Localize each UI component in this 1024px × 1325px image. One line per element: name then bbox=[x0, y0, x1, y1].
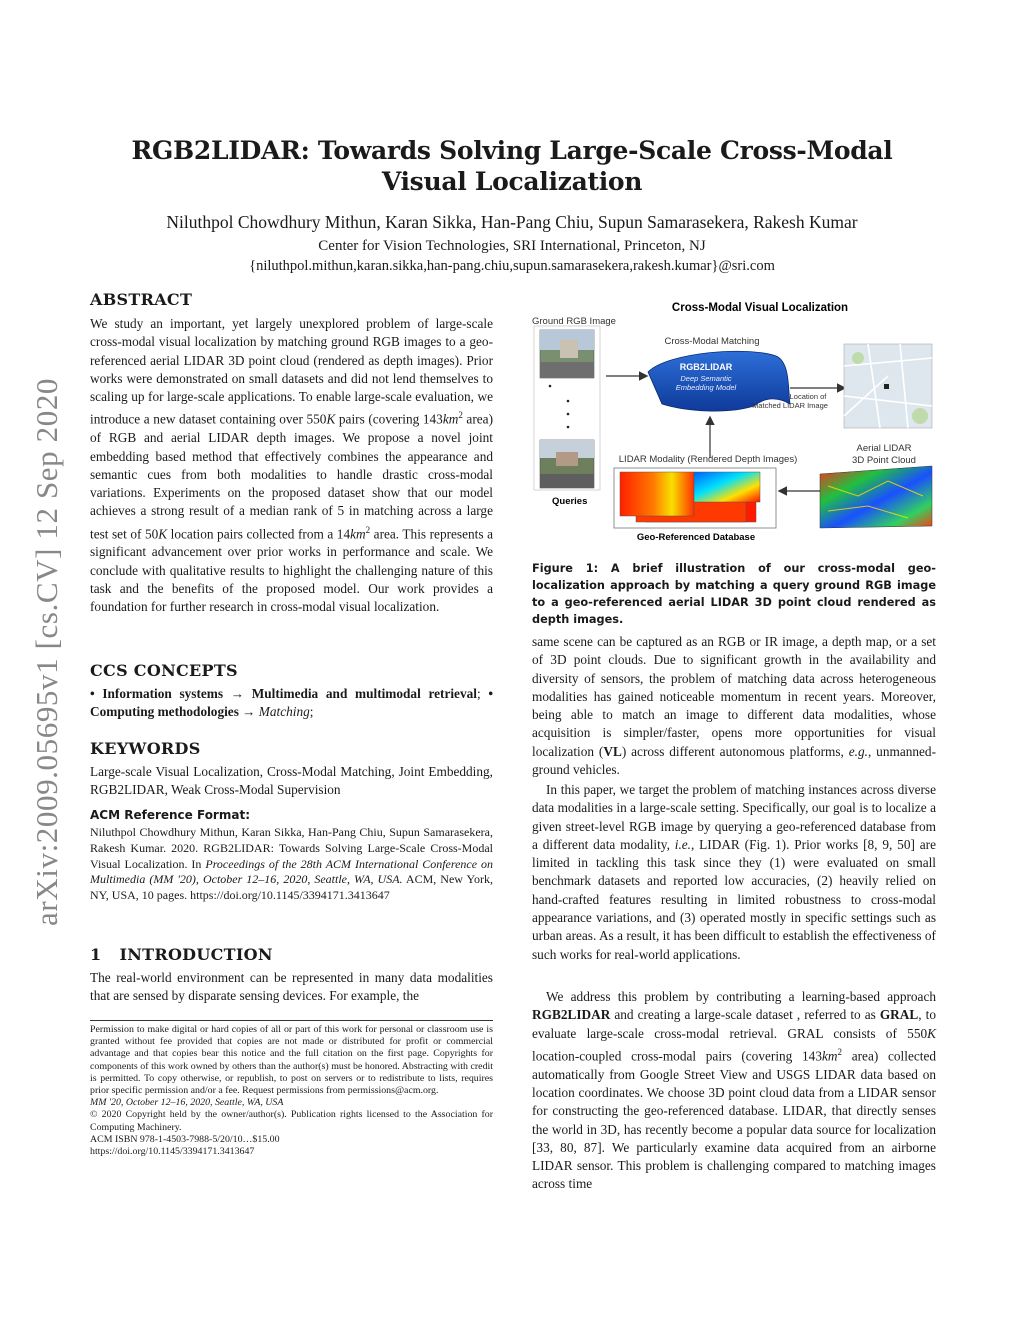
intro-p3-b: and creating a large-scale dataset , referred to as bbox=[610, 1007, 880, 1023]
intro-number: 1 bbox=[90, 945, 102, 964]
abstract-k2: K bbox=[158, 526, 168, 542]
abstract-text-d: location pairs collected from a 14 bbox=[167, 526, 351, 542]
intro-p1-b: ) across different autonomous platforms, bbox=[621, 743, 849, 759]
intro-p3-sup: 2 bbox=[837, 1046, 842, 1057]
cross-modal-matching-label: Cross-Modal Matching bbox=[664, 336, 760, 347]
intro-p1-vl: VL bbox=[603, 743, 622, 759]
abstract-text-e: area. This represents a significant advancement over prior works in performance and scale. We conclude with qualitative results to highlight the challenging nature of this task and the benefits of the proposed model. Our work provides a foundation for further research in cross-modal visual localization. bbox=[90, 526, 493, 615]
intro-p1-a: same scene can be captured as an RGB or IR image, a depth map, or a set of 3D point clouds. Due to significant growth in the availability and diversity of sensors, the problem of matching data across heterogeneous modalities has gained noticeable momentum in recent years. Moreover, being able to match an image to different data modalities, whose acquisition is simpler/faster, opens more opportunities for visual localization ( bbox=[532, 634, 936, 759]
location-label-1: Location of bbox=[789, 392, 827, 401]
copyright-line: © 2020 Copyright held by the owner/author(s). Publication rights licensed to the Association for Computing Machinery. bbox=[90, 1109, 493, 1133]
title-line-1: RGB2LIDAR: Towards Solving Large-Scale Cross-Modal bbox=[131, 136, 893, 165]
acm-ref-text-a: Niluthpol Chowdhury Mithun, Karan Sikka, Han-Pang Chiu, Supun Samarasekera, Rakesh Kumar. 2020. RGB2LIDAR: Towards Solving Large-Scale Cross-Modal Visual Localization. In bbox=[90, 825, 493, 871]
author-emails: {niluthpol.mithun,karan.sikka,han-pang.chiu,supun.samarasekera,rakesh.kumar}@sri.com bbox=[249, 258, 775, 274]
map-park bbox=[852, 352, 864, 364]
abstract-text bbox=[90, 315, 493, 617]
arxiv-stamp-text: arXiv:2009.05695v1 [cs.CV] 12 Sep 2020 bbox=[29, 377, 64, 927]
intro-p2-a: In this paper, we target the problem of matching instances across diverse data modalities in a large-scale setting. Specifically, our goal is to localize a given street-level RGB image by querying a geo-referenced database from a different data modality, bbox=[532, 782, 936, 852]
ccs-bullet-2-italic: Matching bbox=[255, 704, 310, 720]
abstract-text-c: area) of RGB and aerial LIDAR depth images. We propose a novel joint embedding based method that effectively combines the appearance and semantic cues from both modalities to handle drastic cross-modal variations. Experiments on the proposed dataset show that our model achieves a strong result of a median rank of 5 in matching across a large test set of 50 bbox=[90, 411, 493, 542]
intro-p2-b: , LIDAR (Fig. 1). Prior works [8, 9, 50] are limited in tackling this task since they (1) were evaluated on small benchmark datasets and reported low accuracies, (2) heavily relied on hand-crafted features resulting in limited robustness to cross-modal appearance variations, and (3) operated mostly in specific settings such as urban areas. As a result, it has been difficult to establish the effectiveness of such works for real-world applications. bbox=[532, 836, 936, 962]
depth-image-right bbox=[694, 472, 760, 502]
queries-label: Queries bbox=[552, 496, 588, 507]
aerial-lidar-label-1: Aerial LIDAR bbox=[856, 443, 912, 454]
intro-p1-c: , unmanned-ground vehicles. bbox=[532, 743, 936, 778]
keywords-heading: KEYWORDS bbox=[90, 739, 201, 758]
map-location-marker bbox=[884, 384, 889, 389]
intro-title: INTRODUCTION bbox=[119, 945, 273, 964]
aerial-point-cloud bbox=[820, 466, 932, 528]
copyright-footnote bbox=[90, 1024, 493, 1158]
query-image-bottom-house bbox=[556, 452, 578, 466]
abstract-heading: ABSTRACT bbox=[90, 290, 193, 309]
depth-image-front bbox=[620, 472, 694, 516]
intro-p3-e: area) collected automatically from Google Street View and USGS LIDAR data based on location coordinates. We choose 3D point cloud data from a LIDAR sensor for constructing the geo-referenced database. LIDAR, that directly senses the world in 3D, has recently become a popular data source for localization [33, 80, 87]. We particularly examine data acquired from an airborne LIDAR sensor. This problem is challenging compared to matching images across time bbox=[532, 1048, 936, 1192]
intro-heading bbox=[90, 945, 493, 964]
conference-line: MM '20, October 12–16, 2020, Seattle, WA, USA bbox=[90, 1097, 284, 1109]
ccs-bullet-2: • Computing methodologies → bbox=[90, 686, 493, 720]
title-line-2: Visual Localization bbox=[381, 167, 643, 196]
lidar-modality-label: LIDAR Modality (Rendered Depth Images) bbox=[618, 454, 798, 465]
affiliation: Center for Vision Technologies, SRI International, Princeton, NJ bbox=[318, 238, 706, 254]
intro-p3-c: , to evaluate large-scale cross-modal retrieval. GRAL consists of 550 bbox=[532, 1007, 936, 1041]
intro-paragraph-1 bbox=[532, 633, 936, 779]
acm-ref-text-b: ACM, New York, NY, USA, 10 pages. https://doi.org/10.1145/3394171.3413647 bbox=[90, 872, 493, 903]
footnote-divider bbox=[90, 1020, 493, 1021]
doi-line: https://doi.org/10.1145/3394171.3413647 bbox=[90, 1146, 255, 1158]
query-image-top-road bbox=[540, 362, 594, 378]
abstract-k1: K bbox=[326, 411, 336, 427]
abstract-km2: km bbox=[350, 526, 366, 542]
model-subtitle-1: Deep Semantic bbox=[680, 374, 732, 383]
ccs-bullet-1: • Information systems → Multimedia and multimodal retrieval bbox=[90, 686, 477, 701]
ccs-concepts bbox=[90, 685, 493, 722]
query-image-top-house bbox=[560, 340, 578, 358]
intro-paragraph-2 bbox=[532, 781, 936, 964]
permission-notice: Permission to make digital or hard copies of all or part of this work for personal or classroom use is granted without fee provided that copies are not made or distributed for profit or commercial advantage and that copies bear this notice and the full citation on the first page. Copyrights for components of this work owned by others than the author(s) must be honored. Abstracting with credit is permitted. To copy otherwise, or republish, to post on servers or to redistribute to lists, requires prior specific permission and/or a fee. Request permissions from permissions@acm.org. bbox=[90, 1024, 493, 1097]
intro-p3-rgb2lidar: RGB2LIDAR bbox=[532, 1007, 611, 1023]
figure-1-caption: Figure 1: A brief illustration of our cross-modal geo-localization approach by matching a query ground RGB image to a geo-referenced aerial LIDAR 3D point cloud rendered as depth images. bbox=[532, 562, 936, 626]
ground-rgb-label: Ground RGB Image bbox=[532, 316, 616, 327]
ellipsis-dot bbox=[567, 426, 570, 429]
abstract-sup2: 2 bbox=[365, 524, 371, 535]
intro-p3-km: km bbox=[821, 1048, 838, 1064]
acm-ref-text-italic: Proceedings of the 28th ACM International Conference on Multimedia (MM '20), October 12–16, 2020, Seattle, WA, USA. bbox=[90, 856, 493, 887]
model-name: RGB2LIDAR bbox=[679, 362, 733, 372]
abstract-text-b: pairs (covering 143 bbox=[335, 411, 443, 427]
intro-p1-eg: e.g. bbox=[848, 743, 868, 759]
aerial-lidar-label-2: 3D Point Cloud bbox=[852, 455, 916, 466]
ccs-end: ; bbox=[309, 704, 314, 720]
intro-p3-d: location-coupled cross-modal pairs (covering 143 bbox=[532, 1048, 822, 1064]
figure-title: Cross-Modal Visual Localization bbox=[671, 302, 849, 314]
ccs-separator: ; bbox=[476, 686, 489, 701]
arxiv-stamp bbox=[22, 352, 72, 952]
keywords-text: Large-scale Visual Localization, Cross-Modal Matching, Joint Embedding, RGB2LIDAR, Weak Cross-Modal Supervision bbox=[90, 764, 493, 798]
ccs-heading: CCS CONCEPTS bbox=[90, 661, 238, 680]
map-park bbox=[912, 408, 928, 424]
ellipsis-dot bbox=[549, 385, 552, 388]
abstract-sup1: 2 bbox=[458, 410, 463, 421]
paper-title bbox=[0, 135, 1024, 197]
ellipsis-dot bbox=[567, 400, 570, 403]
location-label-2: Matched LIDAR Image bbox=[752, 401, 828, 410]
intro-p2-ie: i.e. bbox=[674, 836, 691, 852]
intro-p3-k: K bbox=[927, 1025, 936, 1041]
acm-ref-heading: ACM Reference Format: bbox=[90, 808, 250, 822]
intro-p3-a: We address this problem by contributing a learning-based approach bbox=[546, 989, 936, 1004]
query-image-bottom-road bbox=[540, 474, 594, 488]
figure-1 bbox=[528, 296, 938, 546]
intro-paragraph-3 bbox=[532, 988, 936, 1194]
intro-p3-gral: GRAL bbox=[879, 1007, 919, 1023]
intro-text-left: The real-world environment can be represented in many data modalities that are sensed by disparate sensing devices. For example, the bbox=[90, 970, 493, 1004]
isbn-line: ACM ISBN 978-1-4503-7988-5/20/10…$15.00 bbox=[90, 1133, 280, 1145]
ellipsis-dot bbox=[567, 413, 570, 416]
author-list: Niluthpol Chowdhury Mithun, Karan Sikka, Han-Pang Chiu, Supun Samarasekera, Rakesh Kumar bbox=[166, 212, 858, 232]
abstract-text-a: We study an important, yet largely unexplored problem of large-scale cross-modal visual localization by matching ground RGB images to a geo-referenced aerial LIDAR 3D point cloud (rendered as depth images). Prior works were demonstrated on small datasets and did not lend themselves to scaling up for large-scale applications. To enable large-scale evaluation, we introduce a new dataset containing over 550 bbox=[90, 316, 493, 427]
acm-ref-text bbox=[90, 825, 493, 904]
model-subtitle-2: Embedding Model bbox=[675, 383, 737, 392]
abstract-km1: km bbox=[442, 411, 459, 427]
database-label: Geo-Referenced Database bbox=[636, 532, 756, 543]
